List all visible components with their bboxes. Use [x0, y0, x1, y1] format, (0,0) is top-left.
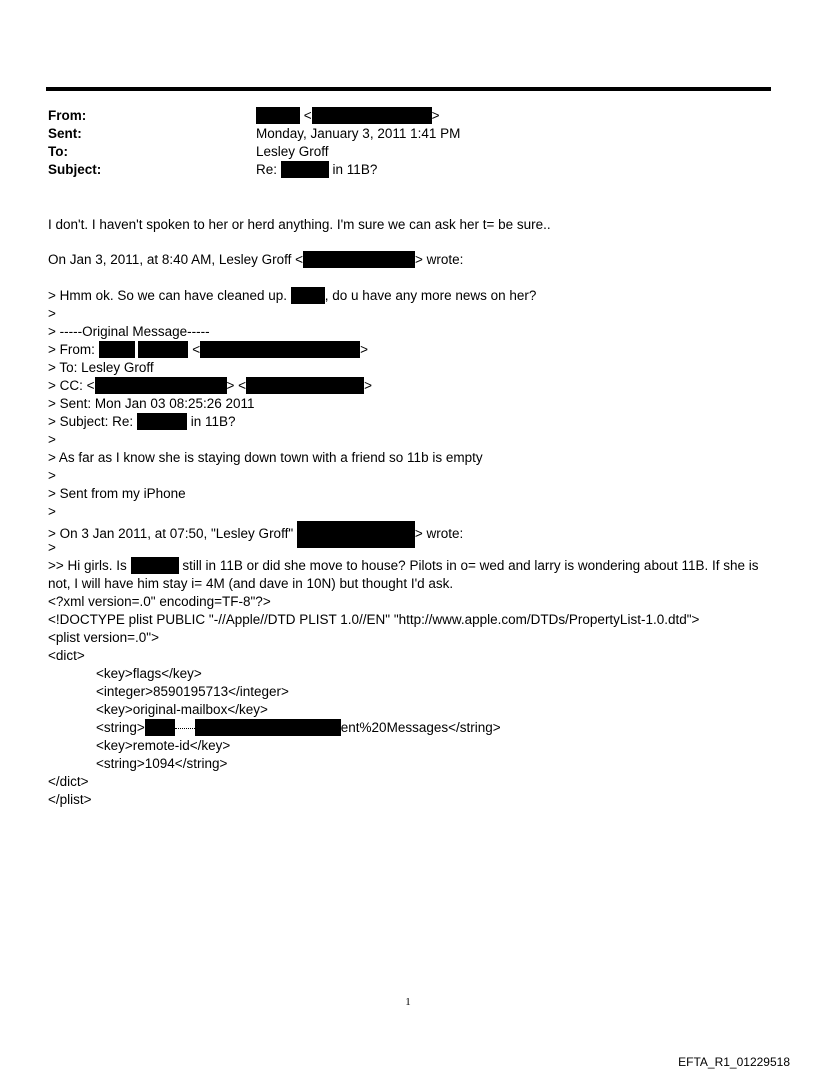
- body-line: > Subject: Re: in 11B?: [48, 414, 236, 429]
- redaction: [297, 521, 415, 548]
- body-line: > -----Original Message-----: [48, 324, 210, 339]
- body-line: <string> ent%20Messages</string>: [96, 720, 501, 735]
- redaction: [138, 341, 188, 358]
- redaction: [303, 251, 415, 268]
- body-line: <?xml version=.0" encoding=TF-8"?>: [48, 594, 271, 609]
- body-line: <!DOCTYPE plist PUBLIC "-//Apple//DTD PLIST 1.0//EN" "http://www.apple.com/DTDs/PropertyList-1.0.dtd">: [48, 612, 700, 627]
- body-line: <key>flags</key>: [96, 666, 202, 681]
- body-line: >: [48, 504, 56, 519]
- redaction: [246, 377, 364, 394]
- subject-value: Re: in 11B?: [256, 162, 378, 177]
- redaction: [200, 341, 360, 358]
- body-line: > Hmm ok. So we can have cleaned up. , do u have any more news on her?: [48, 288, 537, 303]
- redaction: [281, 161, 329, 178]
- body-line: </dict>: [48, 774, 89, 789]
- to-value: Lesley Groff: [256, 144, 329, 159]
- body-line: >: [48, 306, 56, 321]
- body-line: <integer>8590195713</integer>: [96, 684, 289, 699]
- body-line: <plist version=.0">: [48, 630, 159, 645]
- redaction: [195, 719, 341, 736]
- body-line: >> Hi girls. Is still in 11B or did she move to house? Pilots in o= wed and larry is wondering about 11B. If she is: [48, 558, 759, 573]
- footer-id: EFTA_R1_01229518: [678, 1055, 790, 1069]
- redaction: [131, 557, 179, 574]
- body-line: <dict>: [48, 648, 85, 663]
- body-line: not, I will have him stay i= 4M (and dave in 10N) but thought I'd ask.: [48, 576, 454, 591]
- redaction: [137, 413, 187, 430]
- redaction: [291, 287, 325, 304]
- from-label: From:: [48, 108, 87, 123]
- redaction: [145, 719, 175, 736]
- body-line: I don't. I haven't spoken to her or herd anything. I'm sure we can ask her t= be sure..: [48, 217, 551, 232]
- header-rule: [46, 87, 771, 91]
- to-label: To:: [48, 144, 68, 159]
- body-line: <key>remote-id</key>: [96, 738, 231, 753]
- body-line: <string>1094</string>: [96, 756, 228, 771]
- redaction: [95, 377, 227, 394]
- body-line: > CC: < > < >: [48, 378, 372, 393]
- body-line: > From: < >: [48, 342, 368, 357]
- body-line: On Jan 3, 2011, at 8:40 AM, Lesley Groff < > wrote:: [48, 252, 464, 267]
- subject-label: Subject:: [48, 162, 102, 177]
- body-line: > On 3 Jan 2011, at 07:50, "Lesley Groff" > wrote:: [48, 521, 463, 548]
- sent-label: Sent:: [48, 126, 82, 141]
- page-number: 1: [405, 996, 411, 1008]
- body-line: <key>original-mailbox</key>: [96, 702, 268, 717]
- body-line: > Sent from my iPhone: [48, 486, 186, 501]
- body-line: >: [48, 540, 56, 555]
- from-value: < >: [256, 107, 440, 125]
- body-line: > Sent: Mon Jan 03 08:25:26 2011: [48, 396, 255, 411]
- redaction: [256, 107, 300, 124]
- redaction: [312, 107, 432, 124]
- body-line: > To: Lesley Groff: [48, 360, 154, 375]
- body-line: > As far as I know she is staying down town with a friend so 11b is empty: [48, 450, 483, 465]
- body-line: >: [48, 468, 56, 483]
- redaction: [99, 341, 135, 358]
- body-line: >: [48, 432, 56, 447]
- body-line: </plist>: [48, 792, 92, 807]
- sent-value: Monday, January 3, 2011 1:41 PM: [256, 126, 461, 141]
